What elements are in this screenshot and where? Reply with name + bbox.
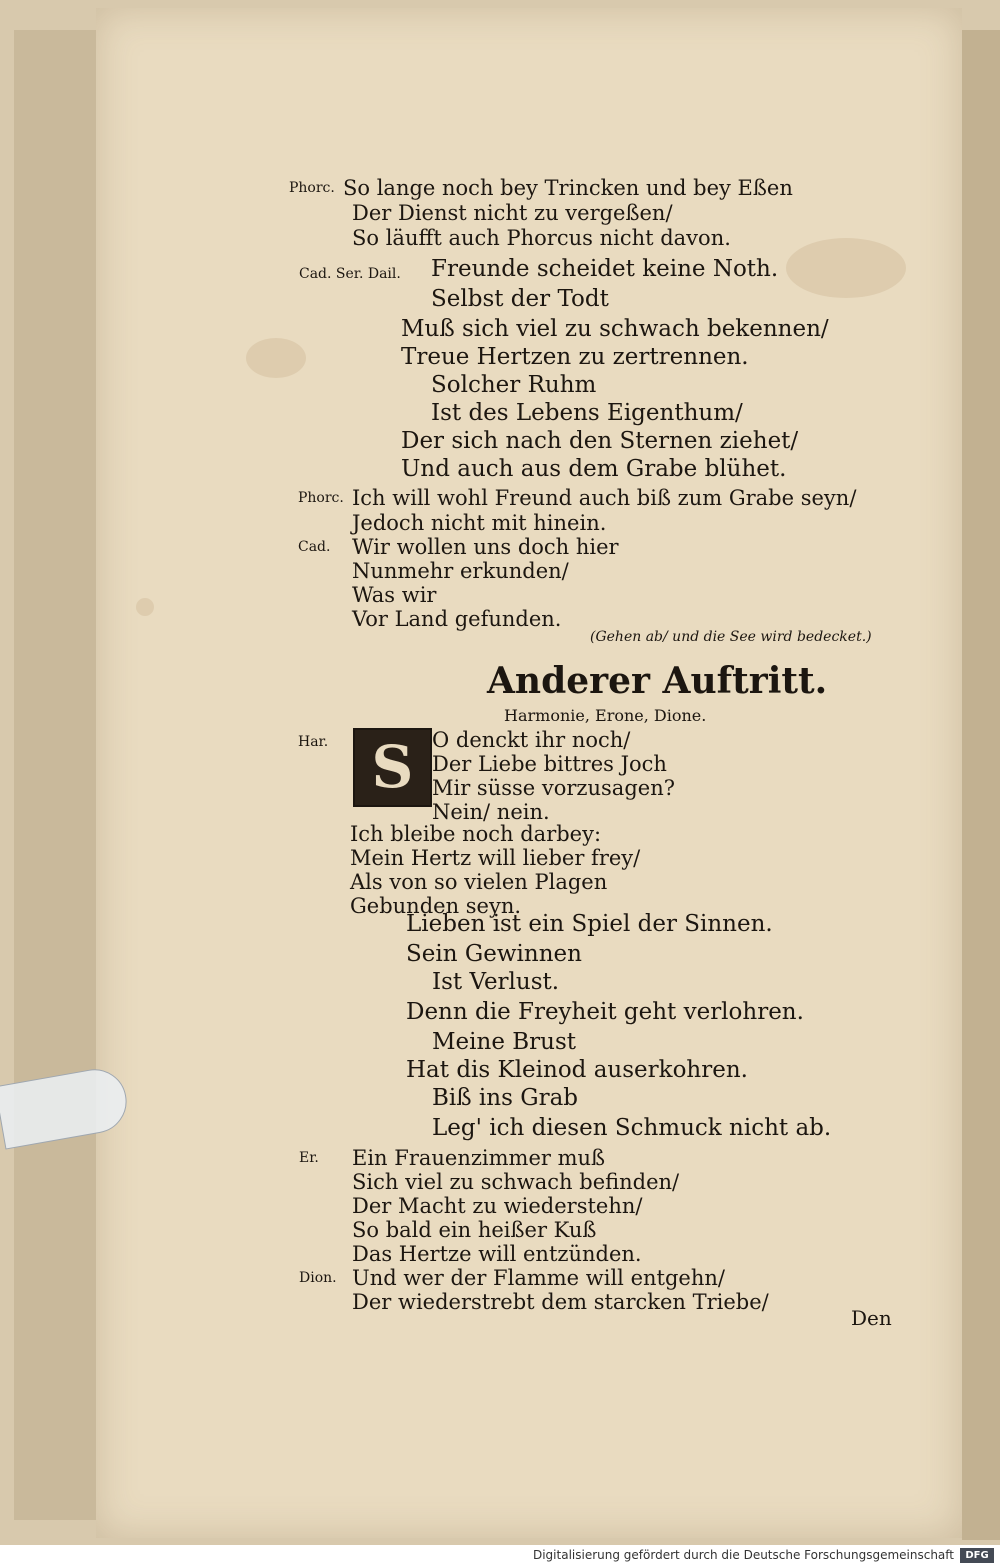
- verse-line: Selbst der Todt: [431, 286, 609, 312]
- verse-line: So lange noch bey Trincken und bey Eßen: [343, 176, 793, 200]
- verse-line: Treue Hertzen zu zertrennen.: [401, 344, 749, 370]
- verse-line: So bald ein heißer Kuß: [352, 1218, 597, 1242]
- verse-line: Denn die Freyheit geht verlohren.: [406, 999, 804, 1025]
- verse-line: Der sich nach den Sternen ziehet/: [401, 428, 799, 454]
- speaker-label: Phorc.: [289, 180, 335, 196]
- verse-line: Das Hertze will entzünden.: [352, 1242, 642, 1266]
- verse-line: Wir wollen uns doch hier: [352, 535, 619, 559]
- speaker-label: Cad.: [298, 539, 331, 555]
- verse-line: Sich viel zu schwach befinden/: [352, 1170, 680, 1194]
- verse-line: Muß sich viel zu schwach bekennen/: [401, 316, 829, 342]
- dfg-logo: DFG: [960, 1548, 994, 1563]
- scene-heading: Anderer Auftritt.: [487, 660, 828, 702]
- verse-line: Ich bleibe noch darbey:: [350, 822, 602, 846]
- verse-line: Ist des Lebens Eigenthum/: [431, 400, 743, 426]
- cast-list: Harmonie, Erone, Dione.: [504, 706, 707, 725]
- verse-line: Gebunden seyn.: [350, 894, 522, 918]
- verse-line: Jedoch nicht mit hinein.: [352, 511, 607, 535]
- verse-line: Ist Verlust.: [432, 969, 560, 995]
- verse-line: Mir süsse vorzusagen?: [432, 776, 675, 800]
- verse-line: Biß ins Grab: [432, 1085, 579, 1111]
- paper-stain: [136, 598, 154, 616]
- verse-line: Sein Gewinnen: [406, 941, 582, 967]
- verse-line: Der Dienst nicht zu vergeßen/: [352, 201, 673, 225]
- speaker-label: Phorc.: [298, 490, 344, 506]
- verse-line: Hat dis Kleinod auserkohren.: [406, 1057, 748, 1083]
- verse-line: Leg' ich diesen Schmuck nicht ab.: [432, 1115, 832, 1141]
- verse-line: O denckt ihr noch/: [432, 728, 631, 752]
- back-sheet: [14, 30, 106, 1520]
- verse-line: Was wir: [352, 583, 437, 607]
- catchword: Den: [851, 1306, 892, 1330]
- stage-direction: (Gehen ab/ und die See wird bedecket.): [590, 629, 872, 645]
- verse-line: Ich will wohl Freund auch biß zum Grabe seyn/: [352, 486, 857, 510]
- verse-line: Und auch aus dem Grabe blühet.: [401, 456, 787, 482]
- verse-line: Freunde scheidet keine Noth.: [431, 256, 779, 282]
- verse-line: Meine Brust: [432, 1029, 577, 1055]
- verse-line: Vor Land gefunden.: [352, 607, 562, 631]
- verse-line: Lieben ist ein Spiel der Sinnen.: [406, 911, 773, 937]
- speaker-label: Dion.: [299, 1270, 337, 1286]
- decorated-initial: S: [353, 728, 432, 807]
- verse-line: Der wiederstrebt dem starcken Triebe/: [352, 1290, 769, 1314]
- speaker-label: Er.: [299, 1150, 319, 1166]
- verse-line: Als von so vielen Plagen: [350, 870, 608, 894]
- verse-line: Der Macht zu wiederstehn/: [352, 1194, 643, 1218]
- verse-line: Solcher Ruhm: [431, 372, 597, 398]
- verse-line: Und wer der Flamme will entgehn/: [352, 1266, 725, 1290]
- verse-line: Nein/ nein.: [432, 800, 550, 824]
- paper-stain: [786, 238, 906, 298]
- verse-line: Der Liebe bittres Joch: [432, 752, 667, 776]
- verse-line: So läufft auch Phorcus nicht davon.: [352, 226, 731, 250]
- verse-line: Nunmehr erkunden/: [352, 559, 569, 583]
- footer-bar: [0, 1545, 1000, 1567]
- next-page-edge: [962, 30, 1000, 1540]
- paper-stain: [246, 338, 306, 378]
- speaker-label: Cad. Ser. Dail.: [299, 266, 401, 282]
- verse-line: Mein Hertz will lieber frey/: [350, 846, 641, 870]
- verse-line: Ein Frauenzimmer muß: [352, 1146, 606, 1170]
- speaker-label: Har.: [298, 734, 329, 750]
- funding-notice: Digitalisierung gefördert durch die Deutsche Forschungsgemeinschaft: [532, 1548, 954, 1562]
